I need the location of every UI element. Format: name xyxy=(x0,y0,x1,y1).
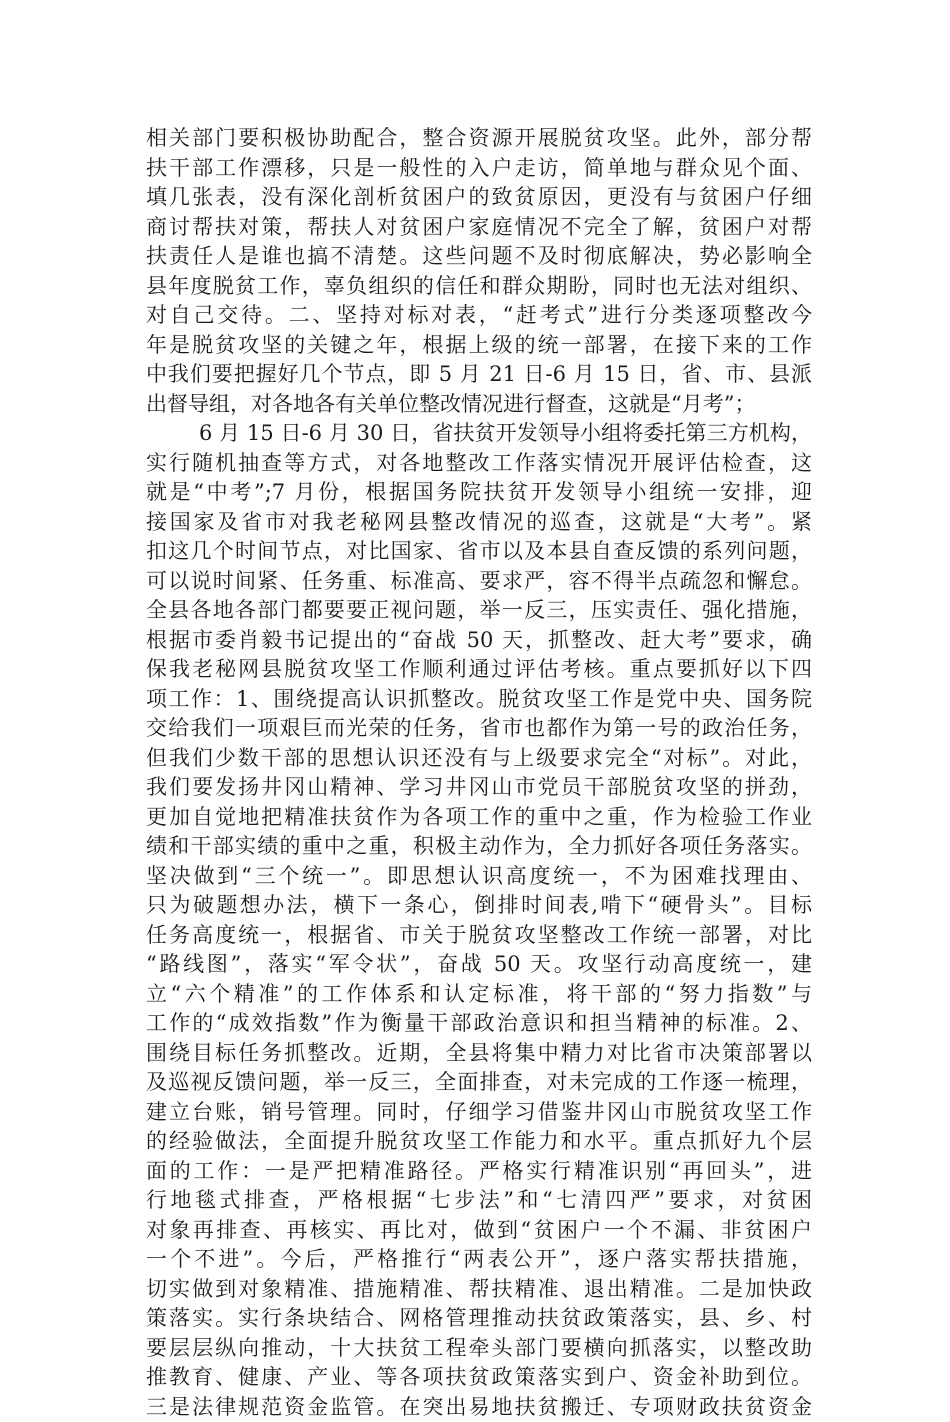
text-line: 扶干部工作漂移，只是一般性的入户走访，简单地与群众见个面、 xyxy=(146,154,812,184)
text-line: 建立台账，销号管理。同时，仔细学习借鉴井冈山市脱贫攻坚工作 xyxy=(146,1098,812,1128)
body-text xyxy=(146,124,812,1422)
text-line: 面的工作：一是严把精准路径。严格实行精准识别“再回头”，进 xyxy=(146,1157,812,1187)
text-line: 相关部门要积极协助配合，整合资源开展脱贫攻坚。此外，部分帮 xyxy=(146,124,812,154)
text-line: 出督导组，对各地各有关单位整改情况进行督查，这就是“月考”； xyxy=(146,390,812,420)
text-line: 实行随机抽查等方式，对各地整改工作落实情况开展评估检查，这 xyxy=(146,449,812,479)
text-line: 县年度脱贫工作，辜负组织的信任和群众期盼，同时也无法对组织、 xyxy=(146,272,812,302)
text-line: 中我们要把握好几个节点，即 5 月 21 日-6 月 15 日，省、市、县派 xyxy=(146,360,812,390)
text-line: 全县各地各部门都要要正视问题，举一反三，压实责任、强化措施， xyxy=(146,596,812,626)
text-line: 立“六个精准”的工作体系和认定标准，将干部的“努力指数”与 xyxy=(146,980,812,1010)
text-line: 一个不进”。今后，严格推行“两表公开”，逐户落实帮扶措施， xyxy=(146,1245,812,1275)
text-line: 推教育、健康、产业、等各项扶贫政策落实到户、资金补助到位。 xyxy=(146,1363,812,1393)
text-line: 根据市委肖毅书记提出的“奋战 50 天，抓整改、赶大考”要求，确 xyxy=(146,626,812,656)
text-line: 及巡视反馈问题，举一反三，全面排查，对未完成的工作逐一梳理， xyxy=(146,1068,812,1098)
text-line: 工作的“成效指数”作为衡量干部政治意识和担当精神的标准。2、 xyxy=(146,1009,812,1039)
text-line: 三是法律规范资金监管。在突出易地扶贫搬迁、专项财政扶贫资金 xyxy=(146,1393,812,1422)
text-line: 行地毯式排查，严格根据“七步法”和“七清四严”要求，对贫困 xyxy=(146,1186,812,1216)
text-line: 对自己交待。二、坚持对标对表，“赶考式”进行分类逐项整改今 xyxy=(146,301,812,331)
text-line: 策落实。实行条块结合、网格管理推动扶贫政策落实，县、乡、村 xyxy=(146,1304,812,1334)
text-line: 交给我们一项艰巨而光荣的任务，省市也都作为第一号的政治任务， xyxy=(146,714,812,744)
text-line: 任务高度统一，根据省、市关于脱贫攻坚整改工作统一部署，对比 xyxy=(146,921,812,951)
text-line: 切实做到对象精准、措施精准、帮扶精准、退出精准。二是加快政 xyxy=(146,1275,812,1305)
text-line: 更加自觉地把精准扶贫作为各项工作的重中之重，作为检验工作业 xyxy=(146,803,812,833)
text-line: 扣这几个时间节点，对比国家、省市以及本县自查反馈的系列问题， xyxy=(146,537,812,567)
text-line: 围绕目标任务抓整改。近期，全县将集中精力对比省市决策部署以 xyxy=(146,1039,812,1069)
text-line: 商讨帮扶对策，帮扶人对贫困户家庭情况不完全了解，贫困户对帮 xyxy=(146,213,812,243)
text-line: “路线图”，落实“军令状”，奋战 50 天。攻坚行动高度统一，建 xyxy=(146,950,812,980)
text-line: 但我们少数干部的思想认识还没有与上级要求完全“对标”。对此， xyxy=(146,744,812,774)
text-line: 只为破题想办法，横下一条心，倒排时间表,啃下“硬骨头”。目标 xyxy=(146,891,812,921)
text-line: 年是脱贫攻坚的关键之年，根据上级的统一部署，在接下来的工作 xyxy=(146,331,812,361)
text-line: 我们要发扬井冈山精神、学习井冈山市党员干部脱贫攻坚的拼劲， xyxy=(146,773,812,803)
text-line: 填几张表，没有深化剖析贫困户的致贫原因，更没有与贫困户仔细 xyxy=(146,183,812,213)
text-line: 项工作：1、围绕提高认识抓整改。脱贫攻坚工作是党中央、国务院 xyxy=(146,685,812,715)
text-line: 坚决做到“三个统一”。即思想认识高度统一，不为困难找理由、 xyxy=(146,862,812,892)
text-line: 要层层纵向推动，十大扶贫工程牵头部门要横向抓落实，以整改助 xyxy=(146,1334,812,1364)
text-line: 就是“中考”;7 月份，根据国务院扶贫开发领导小组统一安排，迎 xyxy=(146,478,812,508)
text-line: 可以说时间紧、任务重、标准高、要求严，容不得半点疏忽和懈怠。 xyxy=(146,567,812,597)
text-line: 接国家及省市对我老秘网县整改情况的巡查，这就是“大考”。紧 xyxy=(146,508,812,538)
text-line: 6 月 15 日-6 月 30 日，省扶贫开发领导小组将委托第三方机构， xyxy=(146,419,812,449)
text-line: 对象再排查、再核实、再比对，做到“贫困户一个不漏、非贫困户 xyxy=(146,1216,812,1246)
text-line: 的经验做法，全面提升脱贫攻坚工作能力和水平。重点抓好九个层 xyxy=(146,1127,812,1157)
text-line: 保我老秘网县脱贫攻坚工作顺利通过评估考核。重点要抓好以下四 xyxy=(146,655,812,685)
text-line: 扶责任人是谁也搞不清楚。这些问题不及时彻底解决，势必影响全 xyxy=(146,242,812,272)
text-line: 绩和干部实绩的重中之重，积极主动作为，全力抓好各项任务落实。 xyxy=(146,832,812,862)
